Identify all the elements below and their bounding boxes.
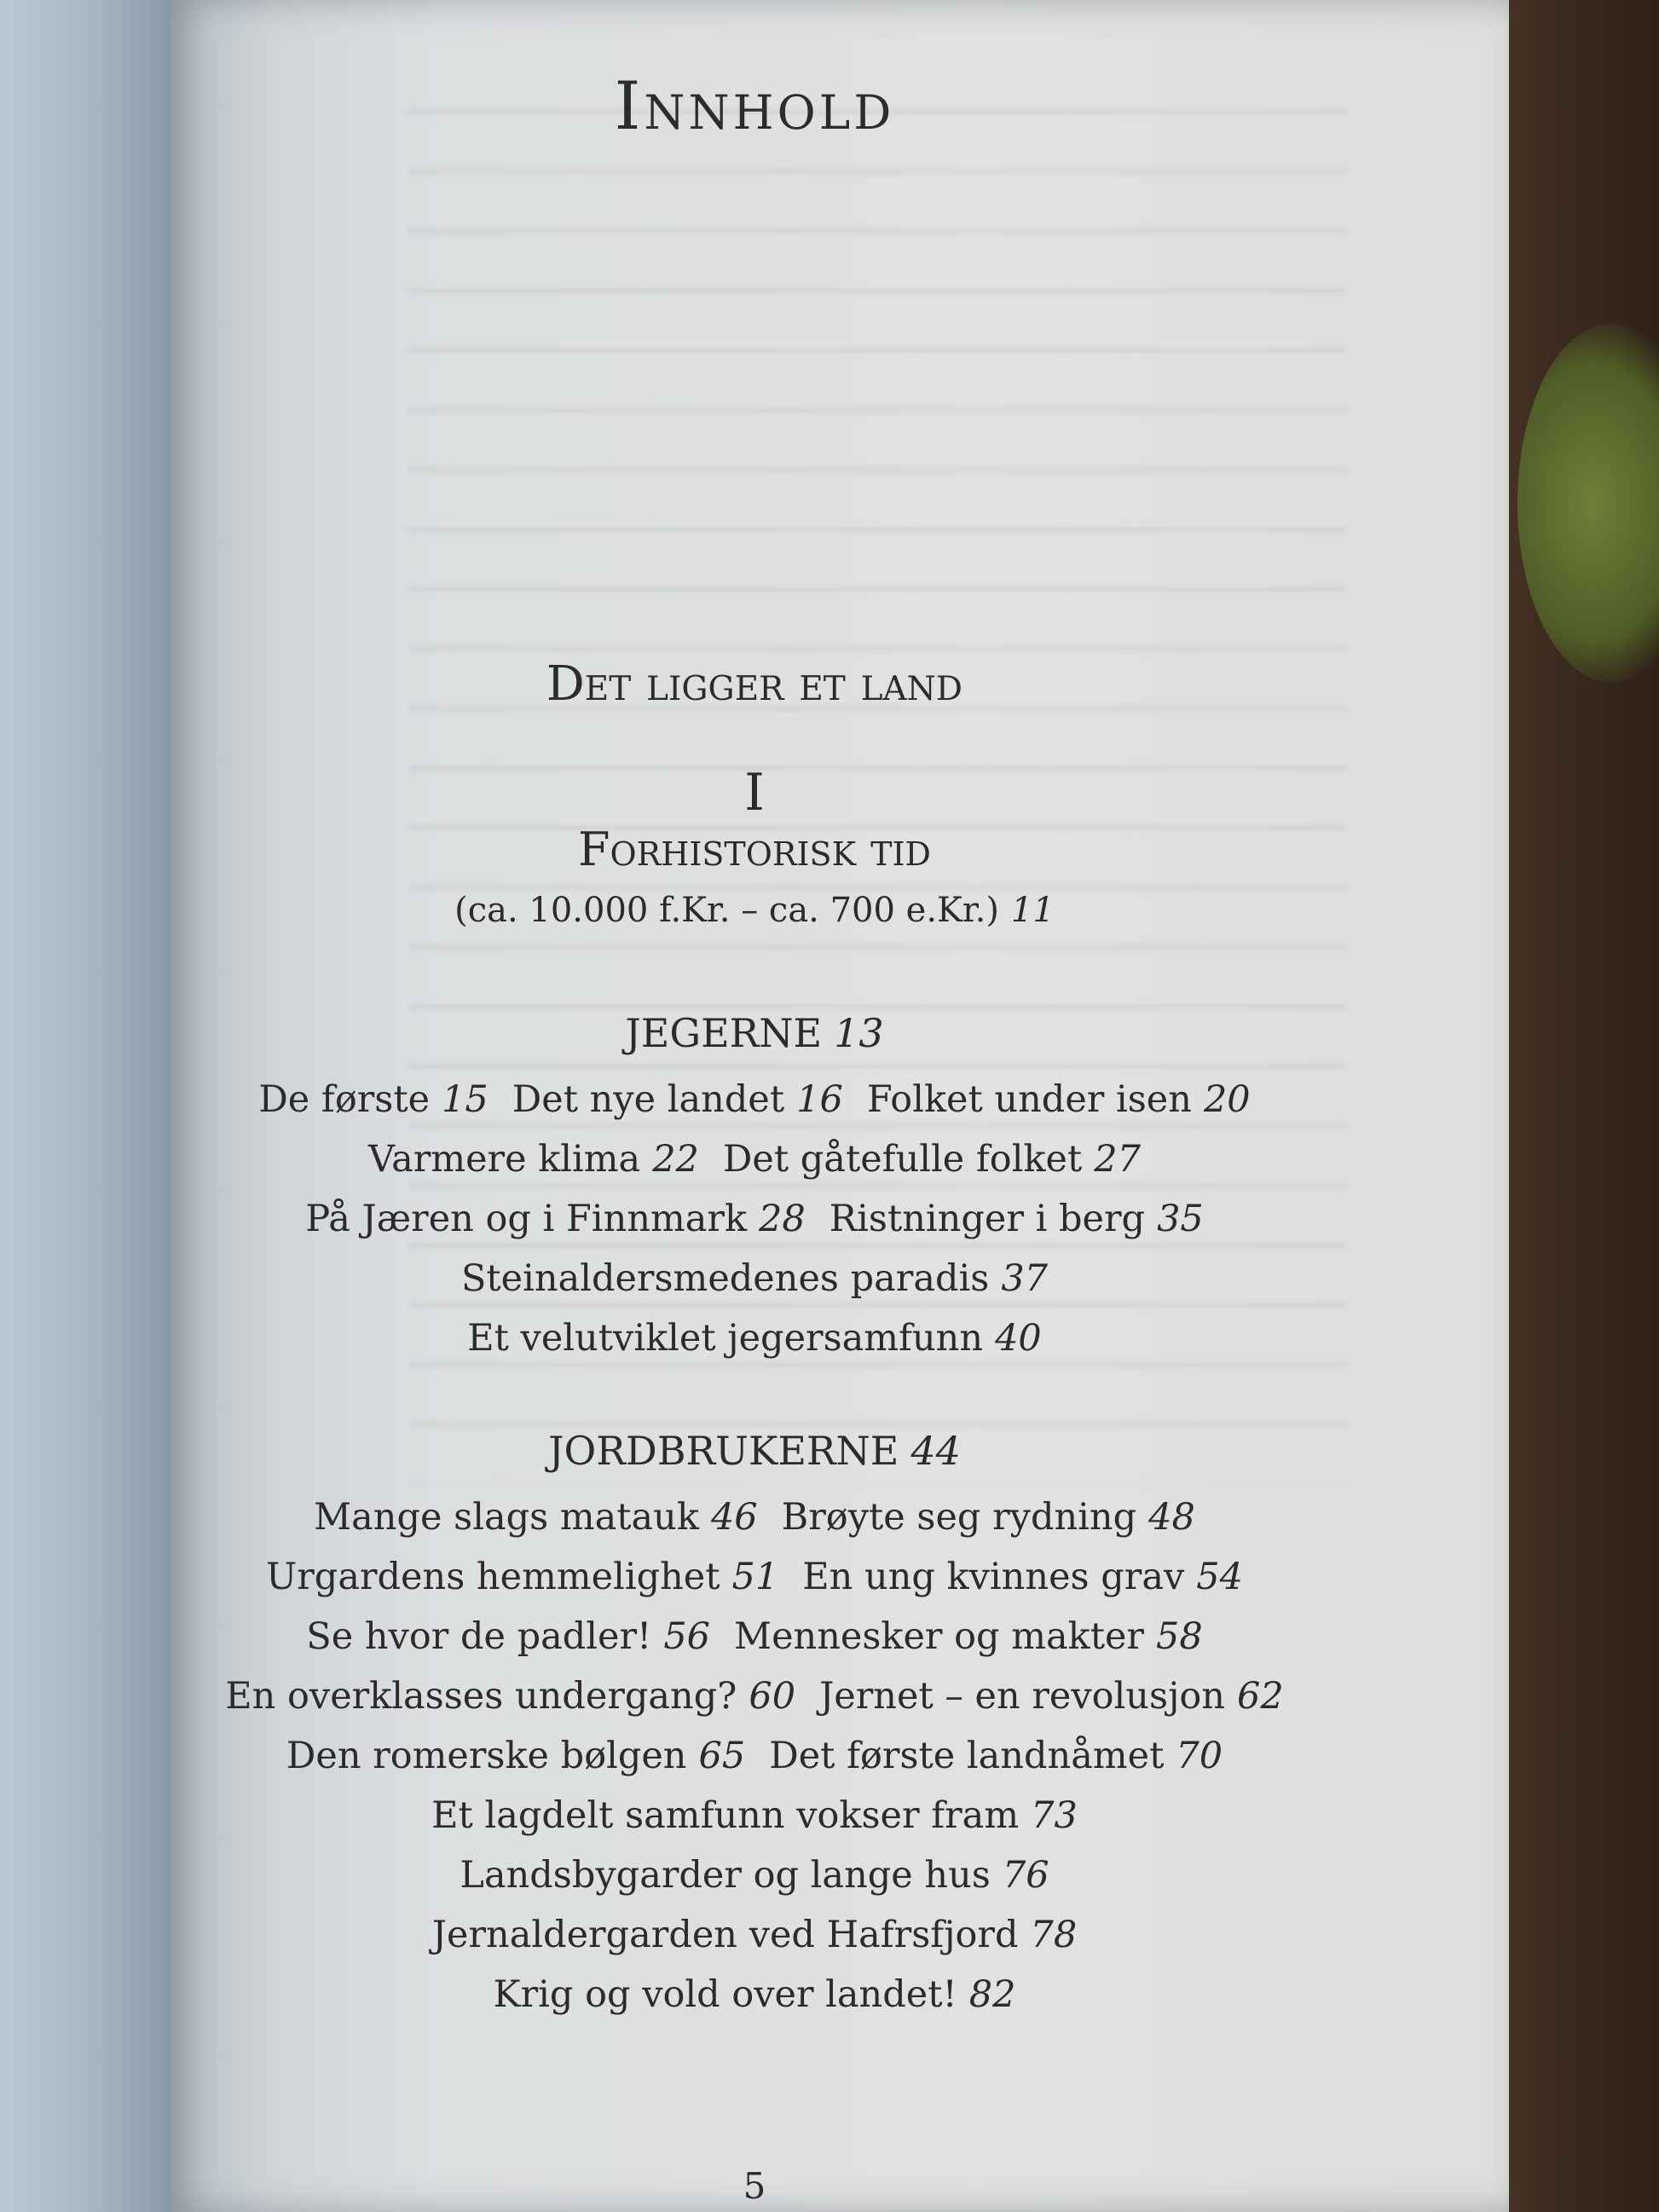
toc-entry-page: 56 [663,1615,711,1658]
toc-entry-page: 28 [759,1198,806,1240]
toc-entry-page: 62 [1236,1675,1284,1718]
toc-line [171,1914,1338,1956]
toc-entry-title: Et velutviklet jegersamfunn [467,1317,984,1360]
toc-entry-page: 16 [796,1078,843,1121]
toc-entry [782,1496,1195,1539]
chapter-page-number: 44 [910,1428,961,1474]
toc-line [171,1794,1338,1837]
toc-line [171,1854,1338,1897]
toc-entry-title: Ristninger i berg [829,1198,1146,1240]
toc-entry [314,1496,758,1539]
part-page-number: 11 [1010,891,1055,930]
toc-entry-title: Det gåtefulle folket [722,1138,1083,1181]
toc-entry-page: 60 [749,1675,796,1718]
toc-entry-title: En overklasses undergang? [225,1675,737,1718]
chapter-title: JEGERNE [625,1010,823,1056]
toc-entry-page: 22 [652,1138,699,1181]
toc-entry [769,1735,1223,1777]
toc-entry-page: 76 [1002,1854,1049,1897]
toc-entry-page: 20 [1203,1078,1251,1121]
part-number: I [744,763,765,823]
toc-entry-title: En ung kvinnes grav [802,1556,1185,1598]
toc-entry [802,1556,1243,1598]
page-title: Innhold [614,68,895,145]
toc-entry-title: Se hvor de padler! [306,1615,652,1658]
toc-entry [431,1794,1078,1837]
toc-entry [461,1257,1048,1300]
toc-entry [225,1675,795,1718]
toc-entry-title: På Jæren og i Finnmark [305,1198,748,1240]
toc-entry-page: 27 [1094,1138,1141,1181]
toc-entry-page: 40 [995,1317,1042,1360]
toc-entry-title: Urgardens hemmelighet [266,1556,720,1598]
toc-entry-title: Landsbygarder og lange hus [460,1854,991,1897]
toc-entry-title: Mennesker og makter [734,1615,1144,1658]
toc-entry [286,1735,745,1777]
part-subtitle [171,891,1338,930]
toc-entry-title: Jernet – en revolusjon [819,1675,1225,1718]
toc-line [171,1735,1338,1777]
toc-line [171,1078,1338,1121]
toc-line [171,1973,1338,2016]
toc-line [171,1496,1338,1539]
toc-entry [723,1138,1141,1181]
toc-line [171,1257,1338,1300]
toc-entry-title: Jernaldergarden ved Hafrsfjord [431,1914,1019,1956]
toc-entry [493,1973,1015,2016]
toc-entry [258,1078,488,1121]
toc-line [171,1556,1338,1598]
chapter-title: JORDBRUKERNE [548,1428,899,1474]
toc-entry-title: Krig og vold over landet! [493,1973,957,2016]
toc-entry-page: 65 [698,1735,746,1777]
toc-entry-page: 51 [731,1556,779,1598]
toc-entry [512,1078,843,1121]
toc-entry [266,1556,778,1598]
toc-entry-page: 70 [1176,1735,1223,1777]
toc-entry-page: 58 [1155,1615,1203,1658]
toc-entry [467,1317,1042,1360]
toc-entry [734,1615,1203,1658]
toc-entry [819,1675,1284,1718]
table-of-contents [171,0,1338,2212]
toc-entry [305,1198,806,1240]
toc-line [171,1138,1338,1181]
toc-entry-page: 78 [1030,1914,1078,1956]
section-title: Det ligger et land [546,656,963,712]
toc-entry [830,1198,1204,1240]
toc-entry-page: 82 [968,1973,1016,2016]
toc-entry-title: Mange slags matauk [314,1496,699,1539]
chapter-heading [171,1010,1338,1056]
toc-entry-title: Varmere klima [368,1138,641,1181]
toc-entry-title: Steinaldersmedenes paradis [460,1257,990,1300]
toc-entry-title: Brøyte seg rydning [781,1496,1137,1539]
toc-entry [460,1854,1049,1897]
toc-entry-page: 48 [1148,1496,1195,1539]
toc-line [171,1675,1338,1718]
chapter-heading [171,1428,1338,1474]
toc-entry-page: 46 [710,1496,758,1539]
toc-entry-title: Et lagdelt samfunn vokser fram [431,1794,1020,1837]
toc-line [171,1615,1338,1658]
chapter-page-number: 13 [834,1010,884,1056]
toc-entry-page: 37 [1001,1257,1049,1300]
toc-entry [368,1138,699,1181]
toc-entry-title: Det nye landet [512,1078,785,1121]
toc-line [171,1317,1338,1360]
toc-entry [432,1914,1077,1956]
toc-entry-title: Folket under isen [866,1078,1192,1121]
toc-entry-page: 15 [442,1078,488,1121]
toc-entry-page: 35 [1157,1198,1204,1240]
part-date-range: (ca. 10.000 f.Kr. – ca. 700 e.Kr.) [454,891,999,930]
toc-line [171,1198,1338,1240]
toc-entry-title: Den romerske bølgen [286,1735,687,1777]
toc-entry [306,1615,710,1658]
toc-entry-page: 73 [1031,1794,1078,1837]
page-number: 5 [743,2165,766,2207]
toc-entry-page: 54 [1196,1556,1243,1598]
toc-entry [867,1078,1251,1121]
toc-entry-title: De første [258,1078,431,1121]
part-title: Forhistorisk tid [578,823,931,876]
toc-entry-title: Det første landnåmet [769,1735,1165,1777]
